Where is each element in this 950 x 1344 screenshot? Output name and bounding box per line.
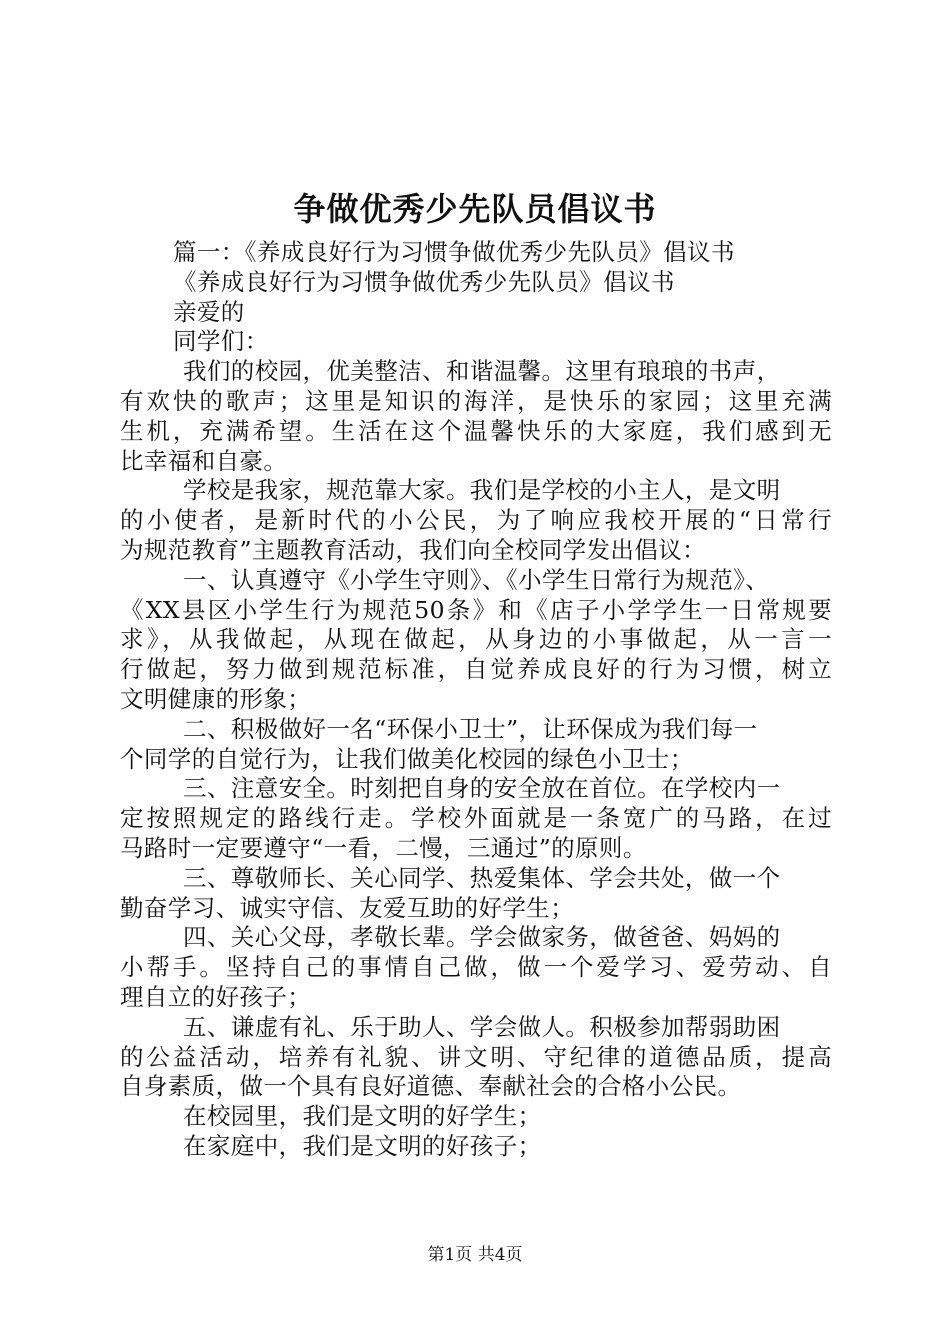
paragraph-line: 有欢快的歌声；这里是知识的海洋，是快乐的家园；这里充满 — [120, 386, 832, 415]
paragraph-line: 求》，从我做起，从现在做起，从身边的小事做起，从一言一 — [120, 625, 832, 654]
paragraph-line: 同学们： — [173, 327, 269, 356]
paragraph-line: 自身素质，做一个具有良好道德、奉献社会的合格小公民。 — [120, 1072, 742, 1101]
paragraph-line: 的公益活动，培养有礼貌、讲文明、守纪律的道德品质，提高 — [120, 1042, 832, 1071]
document-body — [120, 238, 832, 1162]
paragraph-line: 定按照规定的路线行走。学校外面就是一条宽广的马路，在过 — [120, 804, 832, 833]
paragraph-line: 个同学的自觉行为，让我们做美化校园的绿色小卫士； — [120, 744, 694, 773]
paragraph-line: 《XX县区小学生行为规范50条》和《店子小学学生一日常规要 — [120, 595, 832, 624]
paragraph-line: 为规范教育”主题教育活动，我们向全校同学发出倡议： — [120, 535, 707, 564]
paragraph-line: 行做起，努力做到规范标准，自觉养成良好的行为习惯，树立 — [120, 655, 832, 684]
paragraph-line: 五、谦虚有礼、乐于助人、学会做人。积极参加帮弱助困 — [183, 1012, 781, 1041]
paragraph-line: 一、认真遵守《小学生守则》、《小学生日常行为规范》、 — [183, 565, 770, 594]
paragraph-line: 小帮手。坚持自己的事情自己做，做一个爱学习、爱劳动、自 — [120, 953, 832, 982]
paragraph-line: 理自立的好孩子； — [120, 982, 312, 1011]
document-title: 争做优秀少先队员倡议书 — [293, 190, 657, 228]
paragraph-line: 生机，充满希望。生活在这个温馨快乐的大家庭，我们感到无 — [120, 416, 832, 445]
paragraph-line: 篇一：《养成良好行为习惯争做优秀少先队员》倡议书 — [173, 238, 735, 266]
paragraph-line: 在家庭中，我们是文明的好孩子； — [183, 1131, 542, 1160]
paragraph-line: 我们的校园，优美整洁、和谐温馨。这里有琅琅的书声， — [183, 357, 781, 386]
paragraph-line: 马路时一定要遵守“一看，二慢，三通过”的原则。 — [120, 833, 647, 862]
paragraph-line: 比幸福和自豪。 — [120, 446, 288, 475]
paragraph-line: 二、积极做好一名“环保小卫士”，让环保成为我们每一 — [183, 714, 758, 743]
paragraph-line: 三、尊敬师长、关心同学、热爱集体、学会共处，做一个 — [183, 863, 781, 892]
paragraph-line: 《养成良好行为习惯争做优秀少先队员》倡议书 — [173, 267, 675, 296]
paragraph-line: 四、关心父母，孝敬长辈。学会做家务，做爸爸、妈妈的 — [183, 923, 781, 952]
paragraph-line: 三、注意安全。时刻把自身的安全放在首位。在学校内一 — [183, 774, 781, 803]
paragraph-line: 勤奋学习、诚实守信、友爱互助的好学生； — [120, 893, 575, 922]
paragraph-line: 亲爱的 — [173, 297, 245, 326]
page-footer: 第1页 共4页 — [427, 1245, 523, 1265]
paragraph-line: 文明健康的形象； — [120, 684, 312, 713]
paragraph-line: 在校园里，我们是文明的好学生； — [183, 1102, 542, 1131]
paragraph-line: 的小使者，是新时代的小公民，为了响应我校开展的“日常行 — [120, 506, 832, 535]
paragraph-line: 学校是我家，规范靠大家。我们是学校的小主人，是文明 — [183, 476, 781, 505]
